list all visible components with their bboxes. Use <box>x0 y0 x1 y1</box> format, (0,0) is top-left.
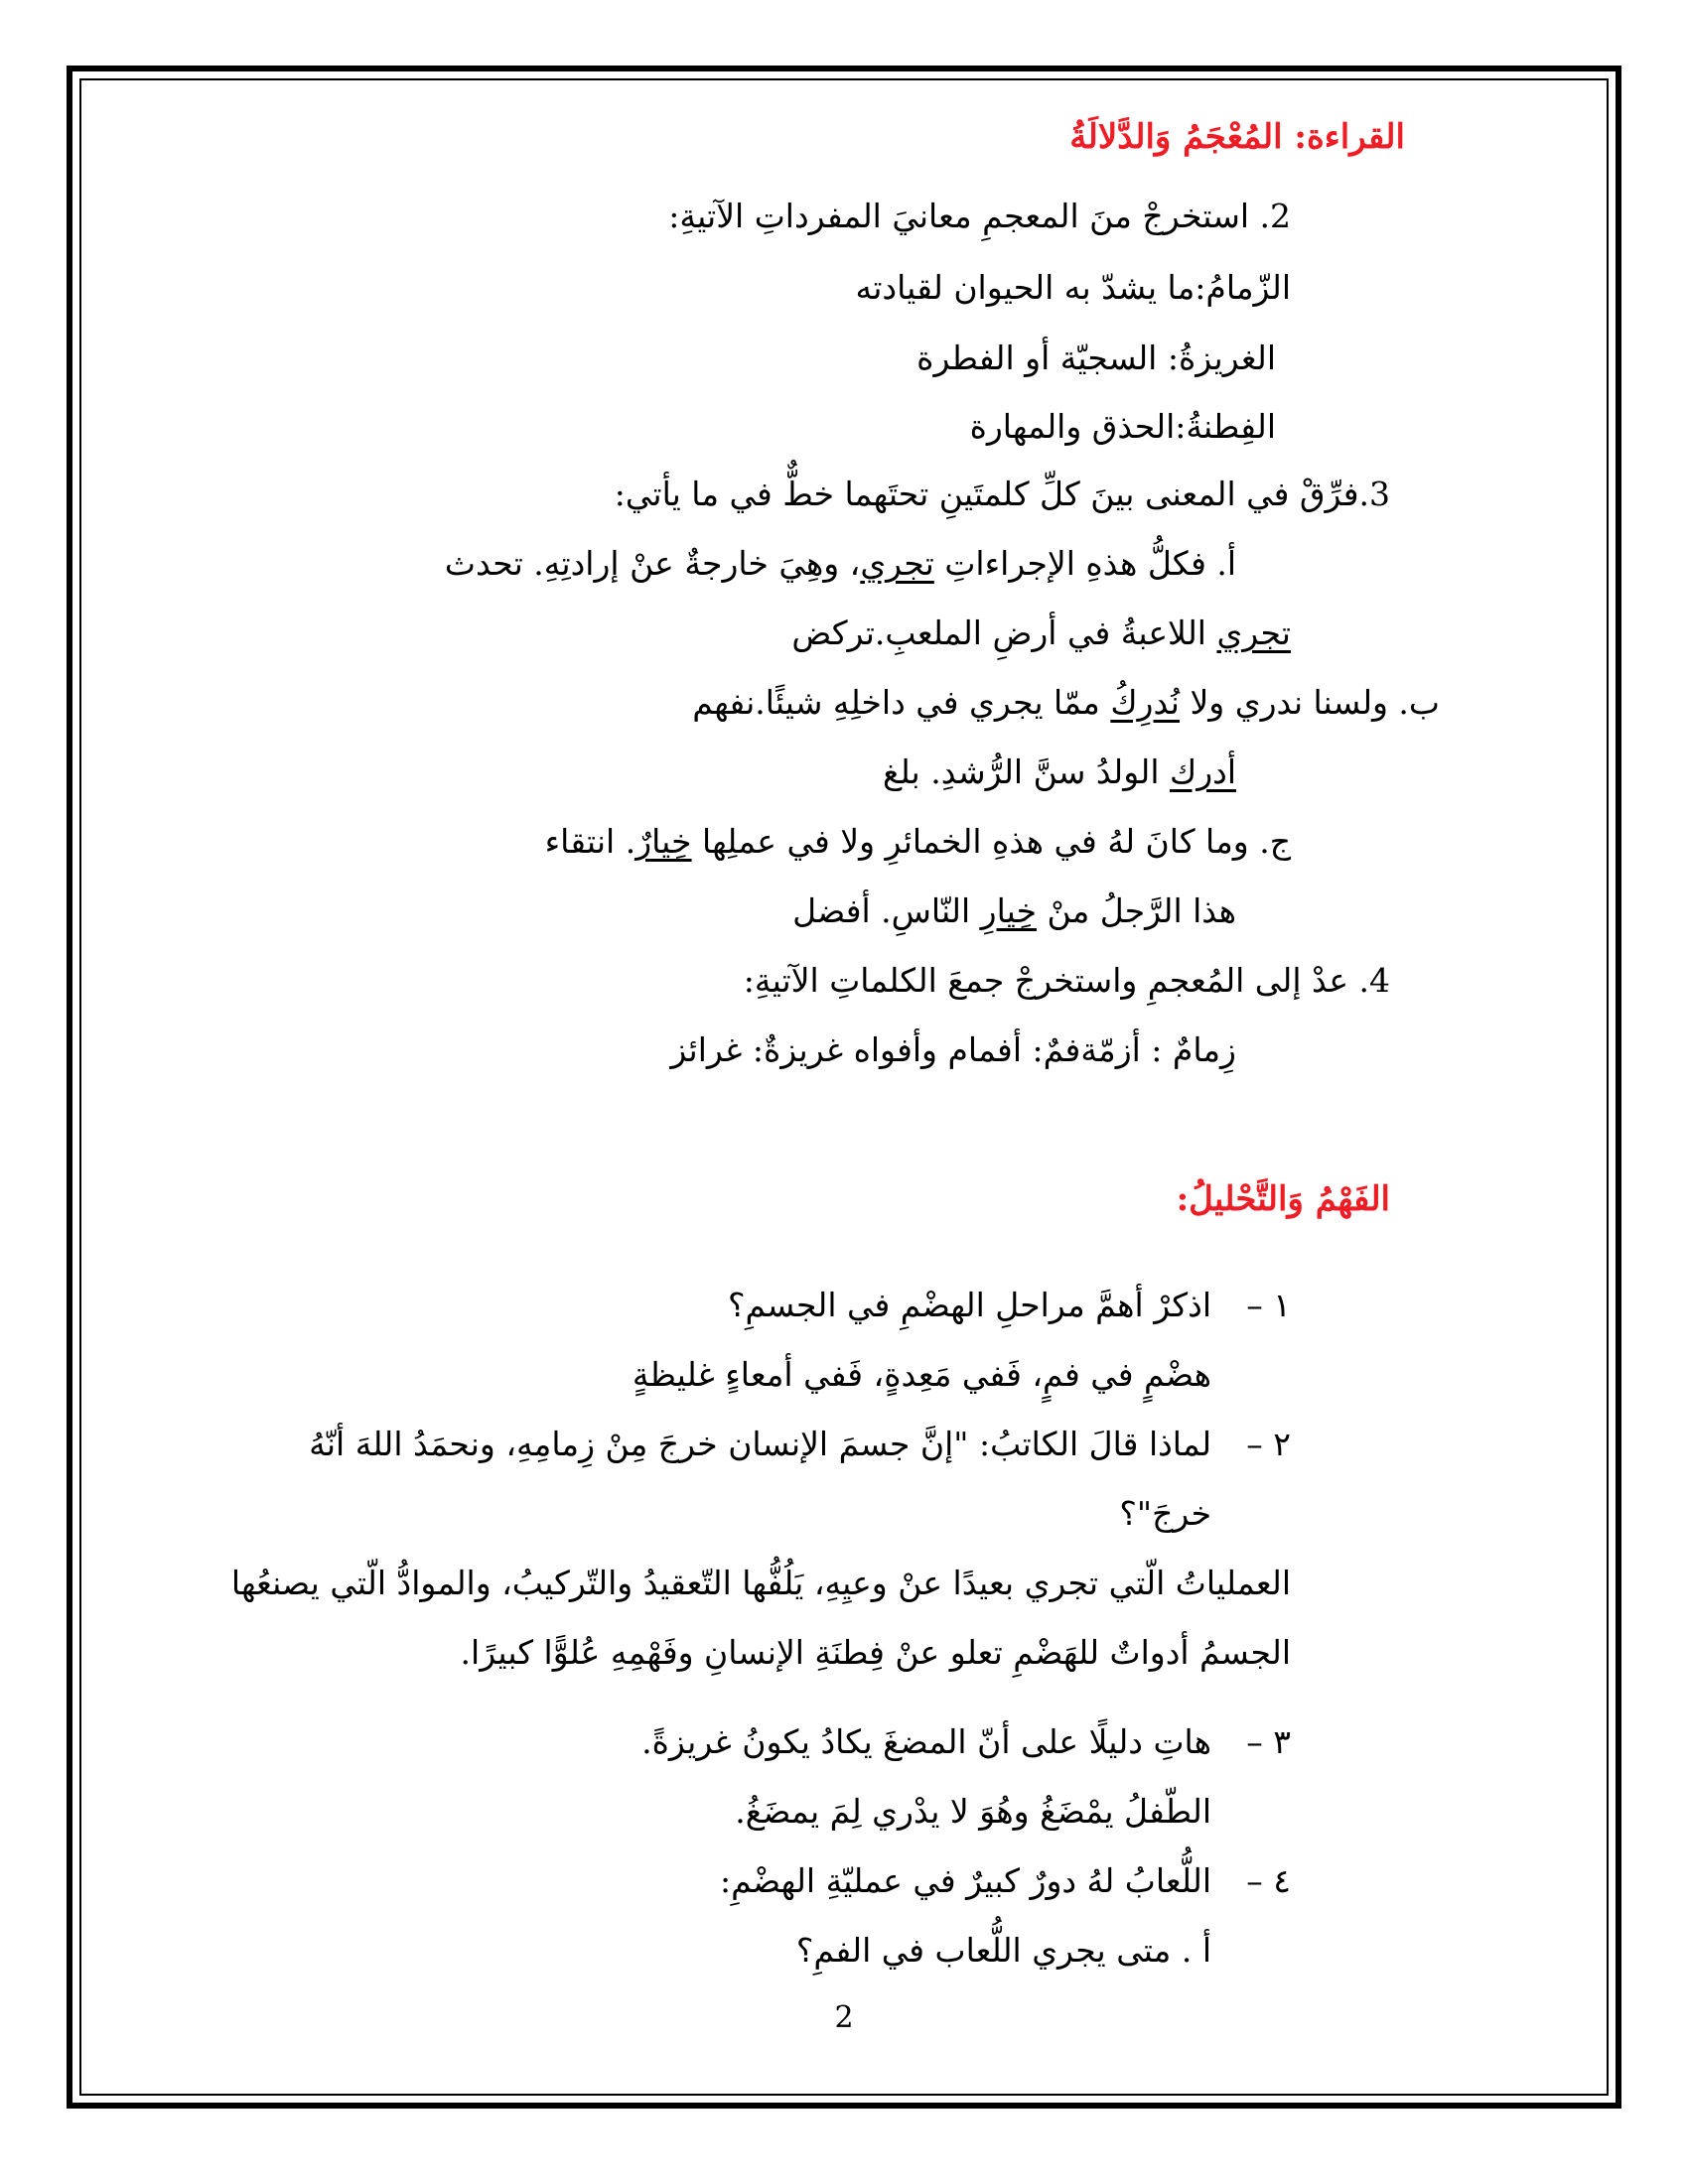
question-text: اللُّعابُ لهُ دورٌ كبيرٌ في عمليّةِ الهضْمِ: <box>719 1861 1211 1900</box>
text-segment: النّاسِ. أفضل <box>792 891 981 930</box>
text-segment: ج. وما كانَ لهُ في هذهِ الخمائرِ ولا في عملِها <box>691 822 1291 861</box>
question-4-prompt: 4. عدْ إلى المُعجمِ واستخرجْ جمعَ الكلماتِ الآتيةِ: <box>743 961 1390 1000</box>
question-4-answer: زِمامٌ : أزمّةفمٌ: أفمام وأفواه غريزةٌ: غرائز <box>670 1030 1236 1069</box>
text-segment: ممّا يجري في داخلِهِ شيئًا.نفهم <box>692 683 1111 722</box>
comp-question-2 <box>309 1425 1291 1464</box>
comp-question-4-a: أ . متى يجري اللُّعاب في الفمِ؟ <box>795 1931 1211 1970</box>
question-text: اذكرْ أهمَّ مراحلِ الهضْمِ في الجسمِ؟ <box>728 1286 1211 1324</box>
comp-question-2-cont: خرجَ"؟ <box>1119 1494 1211 1533</box>
comp-answer-2-line1: العملياتُ الّتي تجري بعيدًا عنْ وعيِهِ، يَلُفُّها التّعقيدُ والتّركيبُ، والموادُّ الّتي يصنعُها <box>230 1564 1291 1602</box>
comp-answer-2-line2: الجسمُ أدواتٌ للهَضْمِ تعلو عنْ فِطنَةِ الإنسانِ وفَهْمِهِ عُلوًّا كبيرًا. <box>460 1633 1291 1672</box>
question-2-prompt: 2. استخرجْ منَ المعجمِ معانيَ المفرداتِ الآتيةِ: <box>668 197 1291 235</box>
question-3-c-line2 <box>792 891 1236 931</box>
question-3-a-line2 <box>791 614 1291 653</box>
question-3-prompt: 3.فرِّقْ في المعنى بينَ كلِّ كلمتَينِ تحتَهما خطٌّ في ما يأتي: <box>614 475 1390 513</box>
underlined-word: نُدرِكُ <box>1110 683 1180 722</box>
underlined-word: أدرك <box>1170 752 1236 791</box>
question-text: هاتِ دليلًا على أنّ المضغَ يكادُ يكونُ غريزةً. <box>641 1722 1211 1761</box>
question-number: ١ – <box>1246 1286 1291 1324</box>
question-text: لماذا قالَ الكاتبُ: "إنَّ جسمَ الإنسان خرجَ مِنْ زِمامِهِ، ونحمَدُ اللهَ أنّهُ <box>309 1425 1211 1463</box>
text-segment: اللاعبةُ في أرضِ الملعبِ.تركض <box>791 614 1217 652</box>
question-3-a-line1 <box>445 544 1236 584</box>
comp-answer-1: هضْمٍ في فمٍ، فَفي مَعِدةٍ، فَفي أمعاءٍ غليظةٍ <box>632 1355 1211 1394</box>
underlined-word: تجري <box>860 544 934 583</box>
text-segment: . انتقاء <box>544 822 636 861</box>
text-segment: ، وهِيَ خارجةٌ عنْ إرادتِهِ. تحدث <box>444 544 861 583</box>
text-segment: هذا الرَّجلُ منْ <box>1037 891 1236 930</box>
question-3-b-line2 <box>883 752 1236 792</box>
underlined-word: خِيارِ <box>980 891 1038 930</box>
comp-question-1 <box>728 1286 1291 1325</box>
question-number: ٢ – <box>1246 1425 1291 1463</box>
underlined-word: خِيارٌ <box>635 822 692 861</box>
text-segment: الولدُ سنَّ الرُّشدِ. بلغ <box>883 752 1170 791</box>
answer-2-b: الغريزةُ: السجيّة أو الفطرة <box>916 339 1276 377</box>
question-3-b-line1 <box>692 683 1440 723</box>
page-number: 2 <box>834 2000 854 2035</box>
text-segment: ب. ولسنا ندري ولا <box>1180 683 1440 722</box>
underlined-word: تجري <box>1216 614 1291 652</box>
section-heading-comprehension: الفَهْمُ وَالتَّحْليلُ: <box>1176 1179 1390 1219</box>
question-number: ٤ – <box>1246 1861 1291 1900</box>
question-number: ٣ – <box>1246 1722 1291 1761</box>
question-3-c-line1 <box>545 822 1291 862</box>
section-heading-lexicon: القراءة: المُعْجَمُ وَالدَّلالَةُ <box>1069 117 1405 157</box>
answer-2-c: الفِطنةُ:الحذق والمهارة <box>969 407 1276 446</box>
comp-answer-3: الطّفلُ يمْضَغُ وهُوَ لا يدْري لِمَ يمضَغُ. <box>735 1792 1211 1831</box>
answer-2-a: الزّمامُ:ما يشدّ به الحيوان لقيادته <box>855 268 1291 307</box>
text-segment: أ. فكلُّ هذهِ الإجراءاتِ <box>933 544 1236 583</box>
comp-question-3 <box>641 1722 1291 1762</box>
comp-question-4 <box>720 1861 1291 1901</box>
